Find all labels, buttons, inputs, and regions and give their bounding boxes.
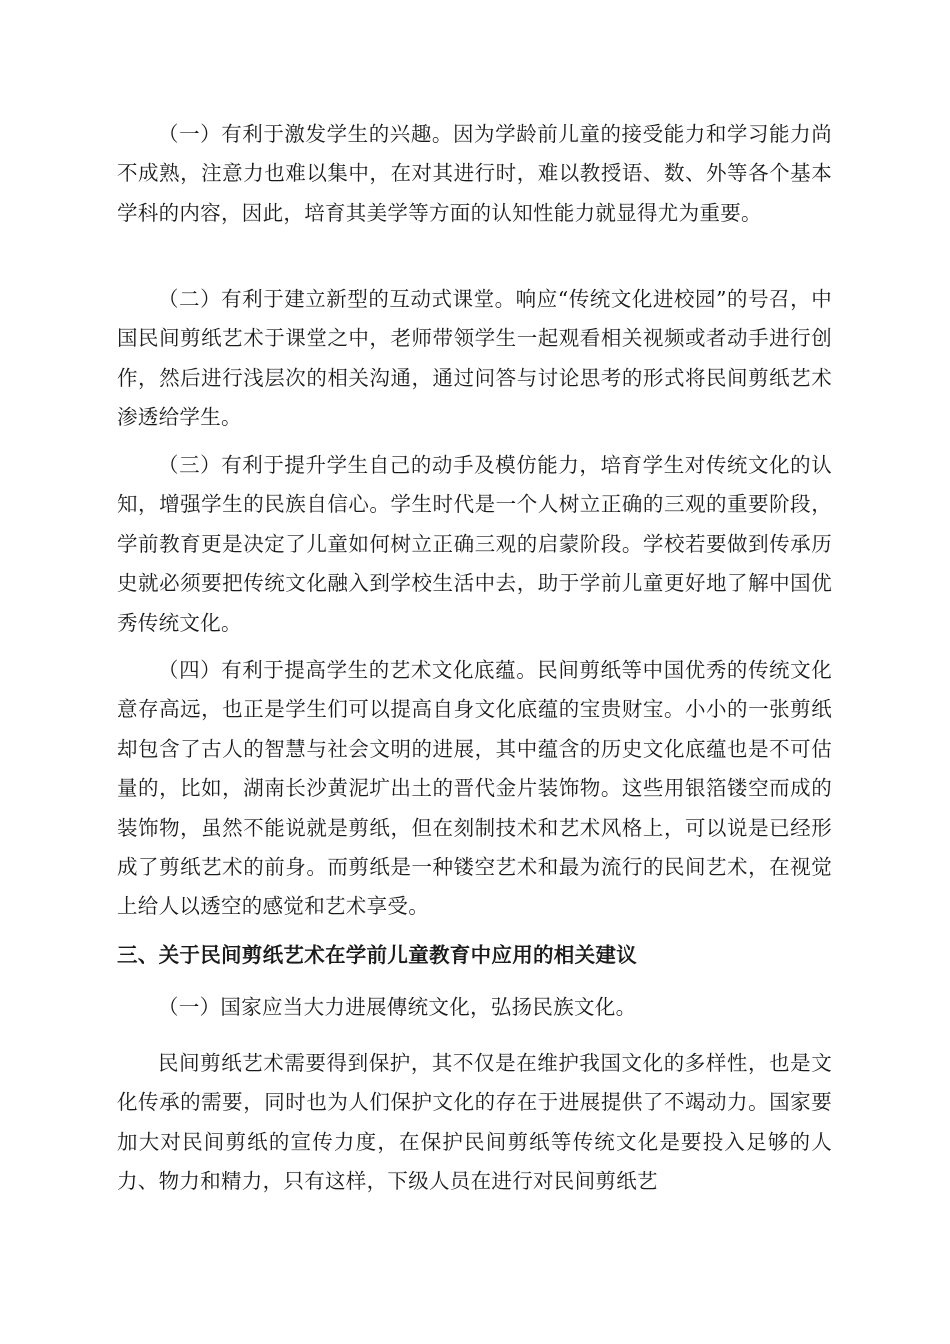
paragraph-protection: 民间剪纸艺术需要得到保护，其不仅是在维护我国文化的多样性，也是文化传承的需要，同时也为人们保护文化的存在于进展提供了不竭动力。国家要加大对民间剪纸的宣传力度，在保护民间剪纸等传统文化是要投入足够的人力、物力和精力，只有这样，下级人员在进行对民间剪纸艺: [117, 1051, 832, 1194]
sub-heading: （一）国家应当大力进展傳统文化，弘扬民族文化。: [158, 995, 637, 1019]
paragraph-cultural-heritage: （四）有利于提高学生的艺术文化底蕴。民间剪纸等中国优秀的传统文化意存高远，也正是学生们可以提高自身文化底蕴的宝贵财宝。小小的一张剪纸却包含了古人的智慧与社会文明的进展，其中蕴含的历史文化底蕴也是不可估量的，比如，湖南长沙黄泥圹出土的晋代金片装饰物。这些用银箔镂空而成的装饰物，虽然不能说就是剪纸，但在刻制技术和艺术风格上，可以说是已经形成了剪纸艺术的前身。而剪纸是一种镂空艺术和最为流行的民间艺术，在视觉上给人以透空的感觉和艺术享受。: [117, 658, 832, 919]
section-heading: 三、关于民间剪纸艺术在学前儿童教育中应用的相关建议: [117, 943, 637, 967]
paragraph-interactive-classroom: （二）有利于建立新型的互动式课堂。响应“传统文化进校园”的号召，中国民间剪纸艺术于课堂之中，老师带领学生一起观看相关视频或者动手进行创作，然后进行浅层次的相关沟通，通过问答与讨论思考的形式将民间剪纸艺术渗透给学生。: [117, 287, 832, 430]
paragraph-hands-on-ability: （三）有利于提升学生自己的动手及模仿能力，培育学生对传统文化的认知，增强学生的民族自信心。学生时代是一个人树立正确的三观的重要阶段，学前教育更是决定了儿童如何树立正确三观的启蒙阶段。学校若要做到传承历史就必须要把传统文化融入到学校生活中去，助于学前儿童更好地了解中国优秀传统文化。: [117, 453, 832, 635]
paragraph-interest: （一）有利于激发学生的兴趣。因为学龄前儿童的接受能力和学习能力尚不成熟，注意力也难以集中，在对其进行时，难以教授语、数、外等各个基本学科的内容，因此，培育其美学等方面的认知性能力就显得尤为重要。: [117, 122, 832, 225]
